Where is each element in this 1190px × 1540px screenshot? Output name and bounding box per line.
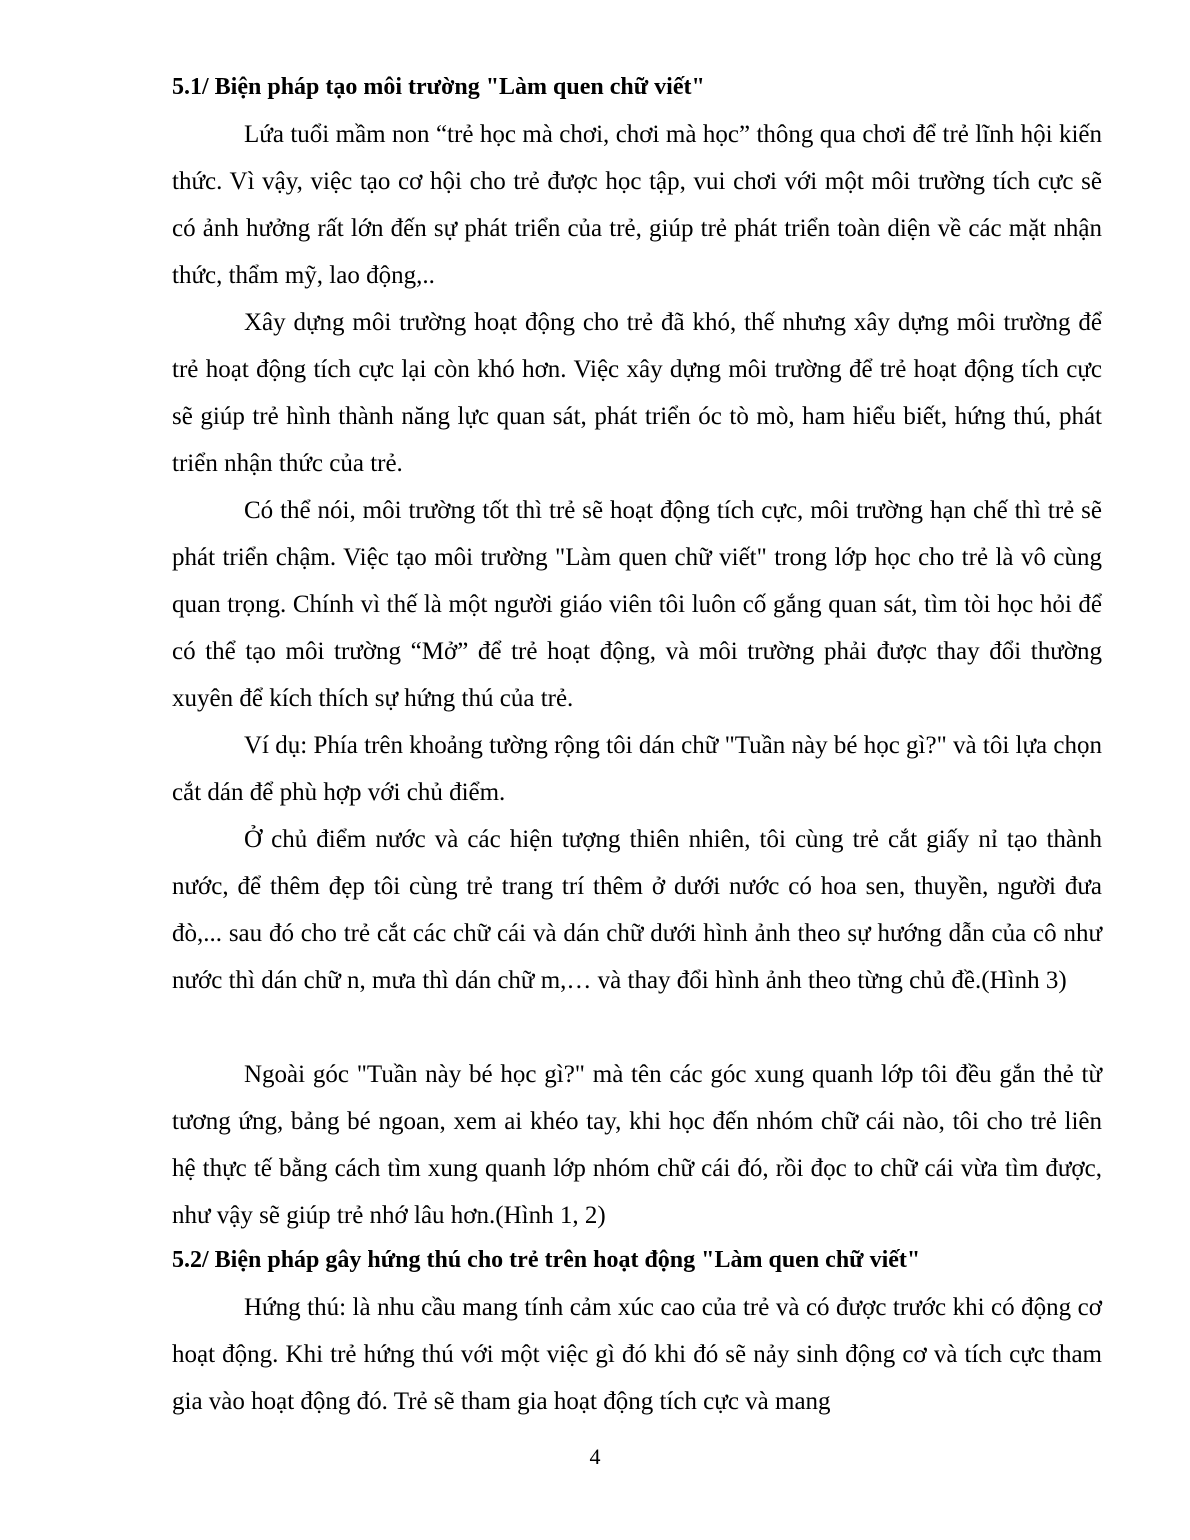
page-number: 4 <box>589 1444 601 1469</box>
paragraph: Ví dụ: Phía trên khoảng tường rộng tôi dán chữ "Tuần này bé học gì?" và tôi lựa chọn cắt dán để phù hợp với chủ điểm. <box>172 732 1102 806</box>
section-heading-5-2: 5.2/ Biện pháp gây hứng thú cho trẻ trên hoạt động "Làm quen chữ viết" <box>172 1247 921 1273</box>
paragraph: Hứng thú: là nhu cầu mang tính cảm xúc cao của trẻ và có được trước khi có động cơ hoạt động. Khi trẻ hứng thú với một việc gì đó khi đó sẽ nảy sinh động cơ và tích cực tham gia vào hoạt động đó. Trẻ sẽ tham gia hoạt động tích cực và mang <box>172 1294 1102 1415</box>
section-heading-5-1: 5.1/ Biện pháp tạo môi trường "Làm quen chữ viết" <box>172 74 705 100</box>
paragraph: Lứa tuổi mầm non “trẻ học mà chơi, chơi mà học” thông qua chơi để trẻ lĩnh hội kiến thức. Vì vậy, việc tạo cơ hội cho trẻ được học tập, vui chơi với một môi trường tích cực sẽ có ảnh hưởng rất lớn đến sự phát triển của trẻ, giúp trẻ phát triển toàn diện về các mặt nhận thức, thẩm mỹ, lao động,.. <box>172 121 1102 289</box>
paragraph: Xây dựng môi trường hoạt động cho trẻ đã khó, thế nhưng xây dựng môi trường để trẻ hoạt động tích cực lại còn khó hơn. Việc xây dựng môi trường để trẻ hoạt động tích cực sẽ giúp trẻ hình thành năng lực quan sát, phát triển óc tò mò, ham hiểu biết, hứng thú, phát triển nhận thức của trẻ. <box>172 309 1102 477</box>
paragraph: Có thể nói, môi trường tốt thì trẻ sẽ hoạt động tích cực, môi trường hạn chế thì trẻ sẽ phát triển chậm. Việc tạo môi trường "Làm quen chữ viết" trong lớp học cho trẻ là vô cùng quan trọng. Chính vì thế là một người giáo viên tôi luôn cố gắng quan sát, tìm tòi học hỏi để có thể tạo môi trường “Mở” để trẻ hoạt động, và môi trường phải được thay đổi thường xuyên để kích thích sự hứng thú của trẻ. <box>172 497 1102 712</box>
paragraph: Ngoài góc "Tuần này bé học gì?" mà tên các góc xung quanh lớp tôi đều gắn thẻ từ tương ứng, bảng bé ngoan, xem ai khéo tay, khi học đến nhóm chữ cái nào, tôi cho trẻ liên hệ thực tế bằng cách tìm xung quanh lớp nhóm chữ cái đó, rồi đọc to chữ cái vừa tìm được, như vậy sẽ giúp trẻ nhớ lâu hơn.(Hình 1, 2) <box>172 1061 1102 1229</box>
paragraph: Ở chủ điểm nước và các hiện tượng thiên nhiên, tôi cùng trẻ cắt giấy nỉ tạo thành nước, để thêm đẹp tôi cùng trẻ trang trí thêm ở dưới nước có hoa sen, thuyền, người đưa đò,... sau đó cho trẻ cắt các chữ cái và dán chữ dưới hình ảnh theo sự hướng dẫn của cô như nước thì dán chữ n, mưa thì dán chữ m,… và thay đổi hình ảnh theo từng chủ đề.(Hình 3) <box>172 826 1102 994</box>
